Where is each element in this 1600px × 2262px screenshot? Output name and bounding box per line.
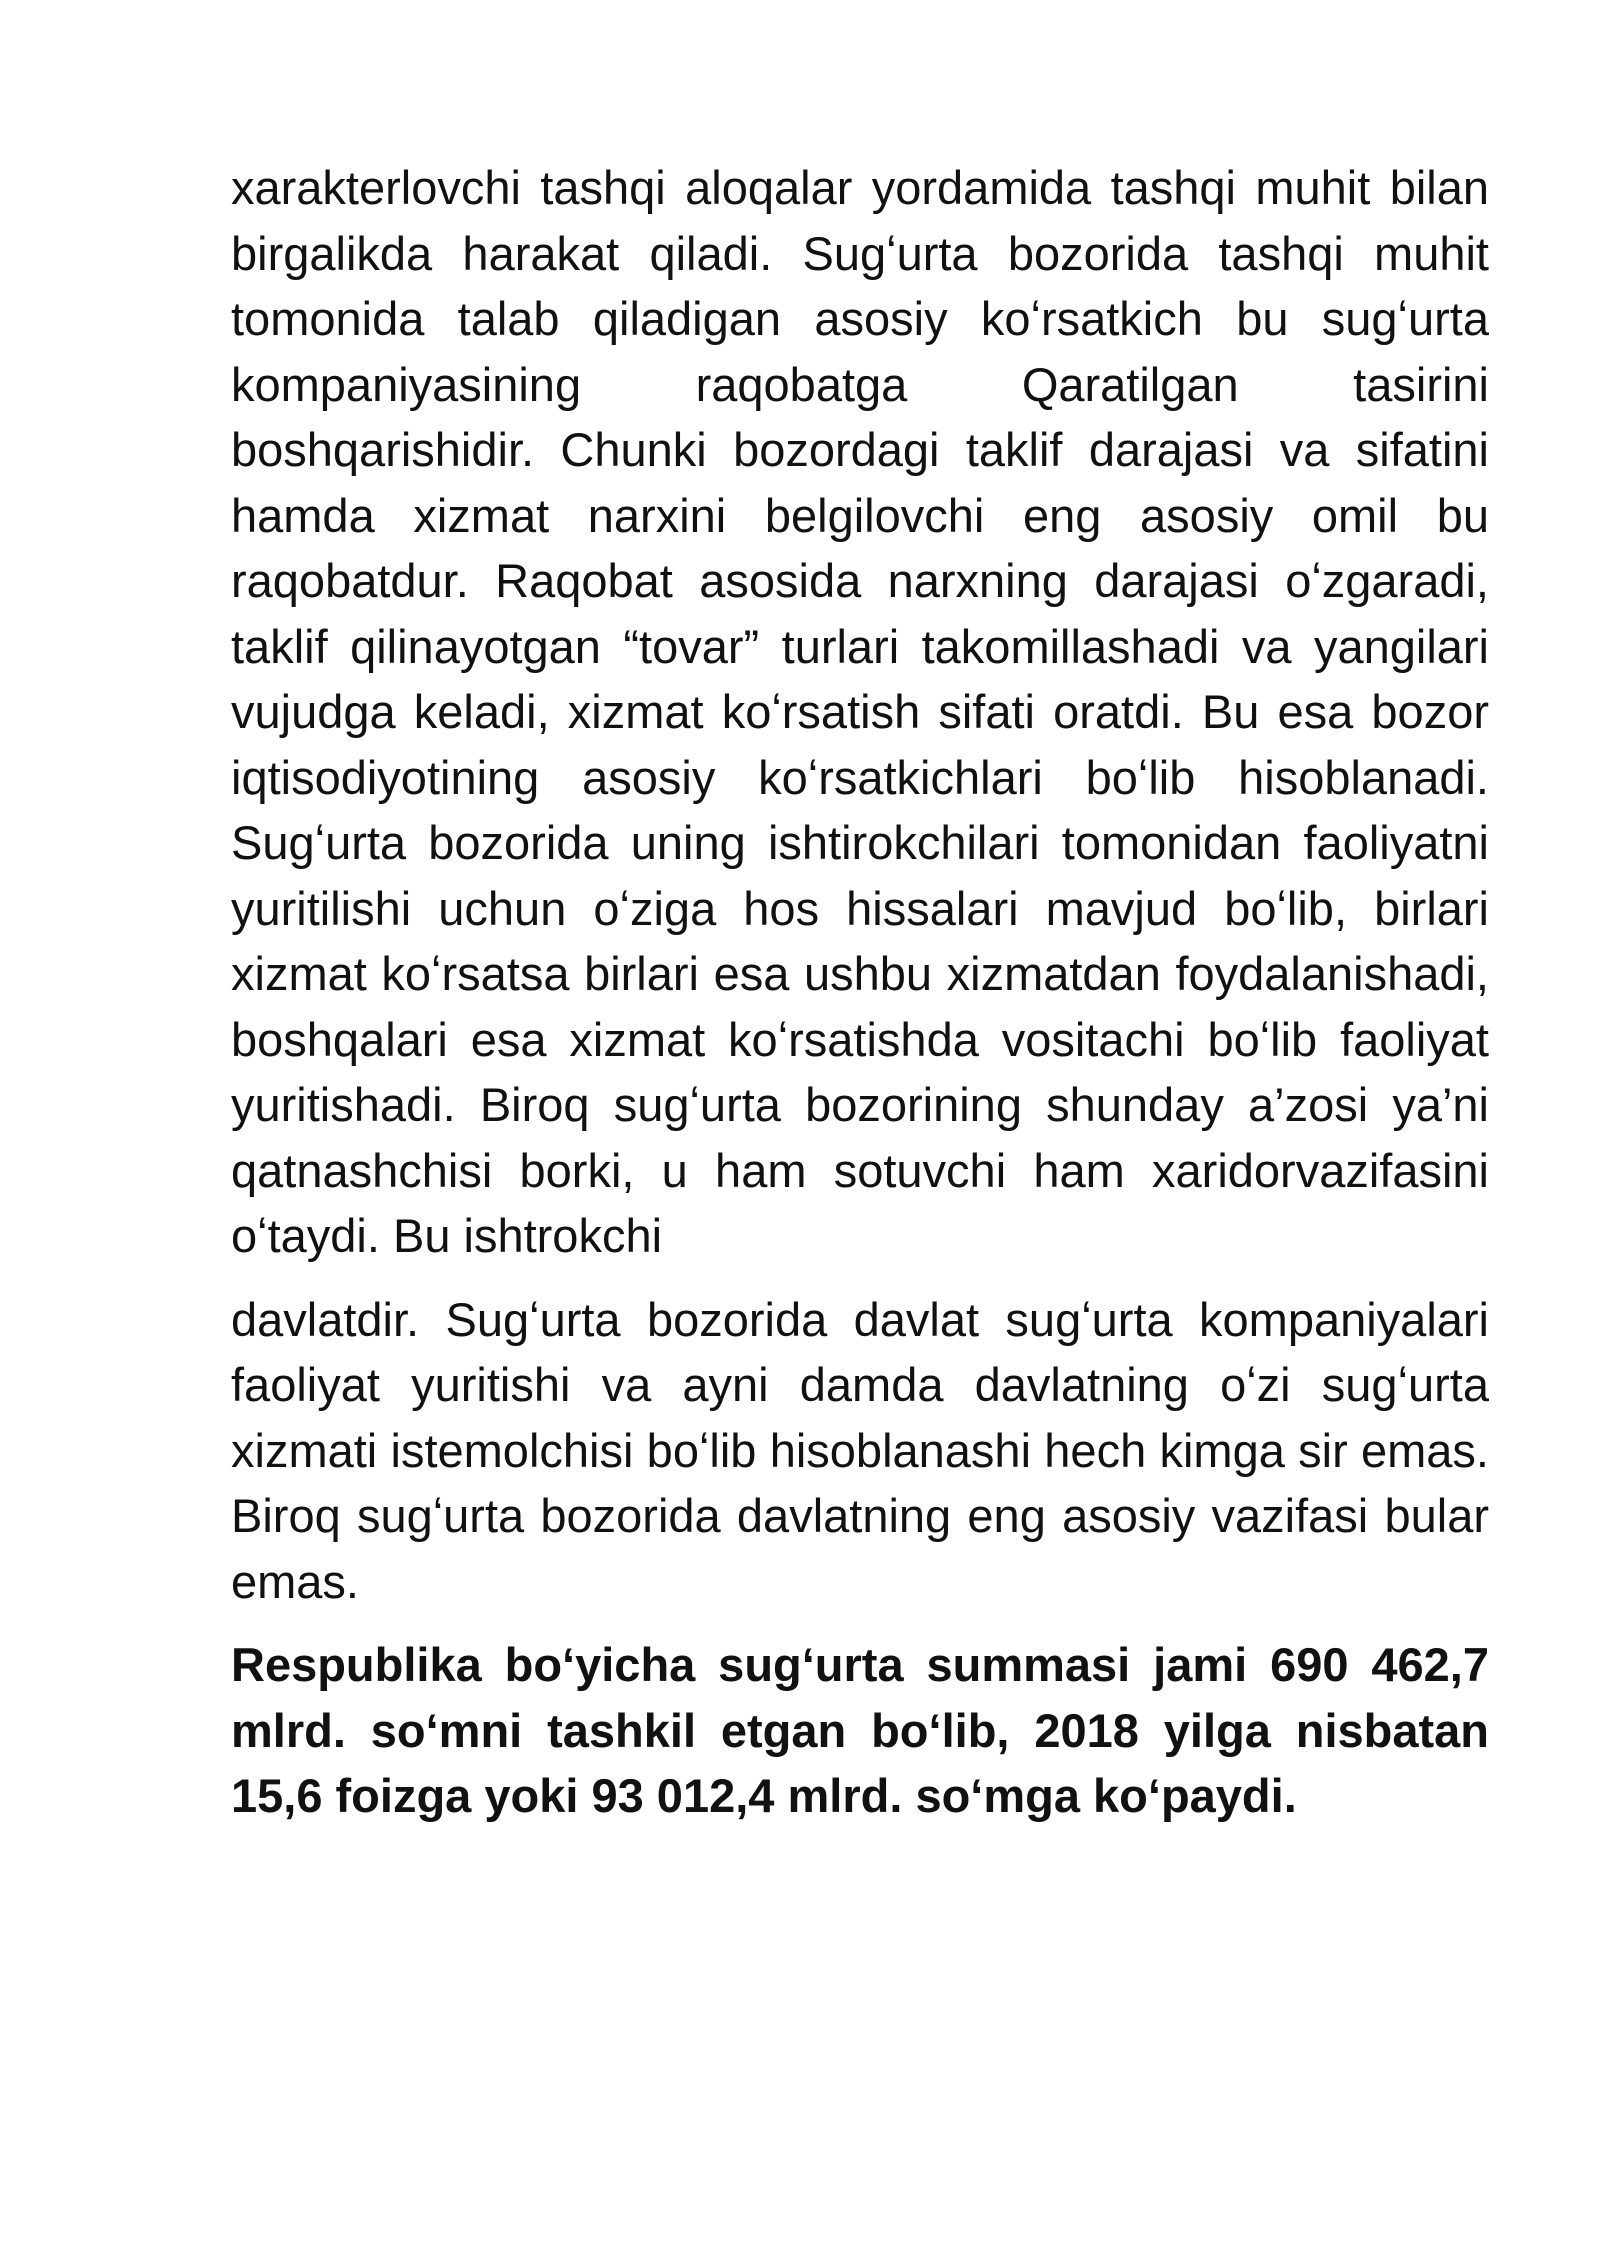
body-text [231,155,1489,1829]
paragraph-state-role: davlatdir. Sugʻurta bozorida davlat sugʻurta kompaniyalari faoliyat yuritishi va ayni damda davlatning oʻzi sugʻurta xizmati istemolchisi boʻlib hisoblanashi hech kimga sir emas. Biroq sugʻurta bozorida davlatning eng asosiy vazifasi bular emas. [231,1292,1489,1608]
paragraph-insured-sum-statistic: Respublika boʻyicha sugʻurta summasi jami 690 462,7 mlrd. soʻmni tashkil etgan boʻlib, 2018 yilga nisbatan 15,6 foizga yoki 93 012,4 mlrd. soʻmga koʻpaydi. [231,1638,1489,1822]
paragraph-insurance-market-competition: xarakterlovchi tashqi aloqalar yordamida tashqi muhit bilan birgalikda harakat qiladi. Sugʻurta bozorida tashqi muhit tomonida talab qiladigan asosiy koʻrsatkich bu sugʻurta kompaniyasining raqobatga Qaratilgan tasirini boshqarishidir. Chunki bozordagi taklif darajasi va sifatini hamda xizmat narxini belgilovchi eng asosiy omil bu raqobatdur. Raqobat asosida narxning darajasi oʻzgaradi, taklif qilinayotgan “tovar” turlari takomillashadi va yangilari vujudga keladi, xizmat koʻrsatish sifati oratdi. Bu esa bozor iqtisodiyotining asosiy koʻrsatkichlari boʻlib hisoblanadi. Sugʻurta bozorida uning ishtirokchilari tomonidan faoliyatni yuritilishi uchun oʻziga hos hissalari mavjud boʻlib, birlari xizmat koʻrsatsa birlari esa ushbu xizmatdan foydalanishadi, boshqalari esa xizmat koʻrsatishda vositachi boʻlib faoliyat yuritishadi. Biroq sugʻurta bozorining shunday a’zosi ya’ni qatnashchisi borki, u ham sotuvchi ham xaridorvazifasini oʻtaydi. Bu ishtrokchi [231,161,1489,1262]
